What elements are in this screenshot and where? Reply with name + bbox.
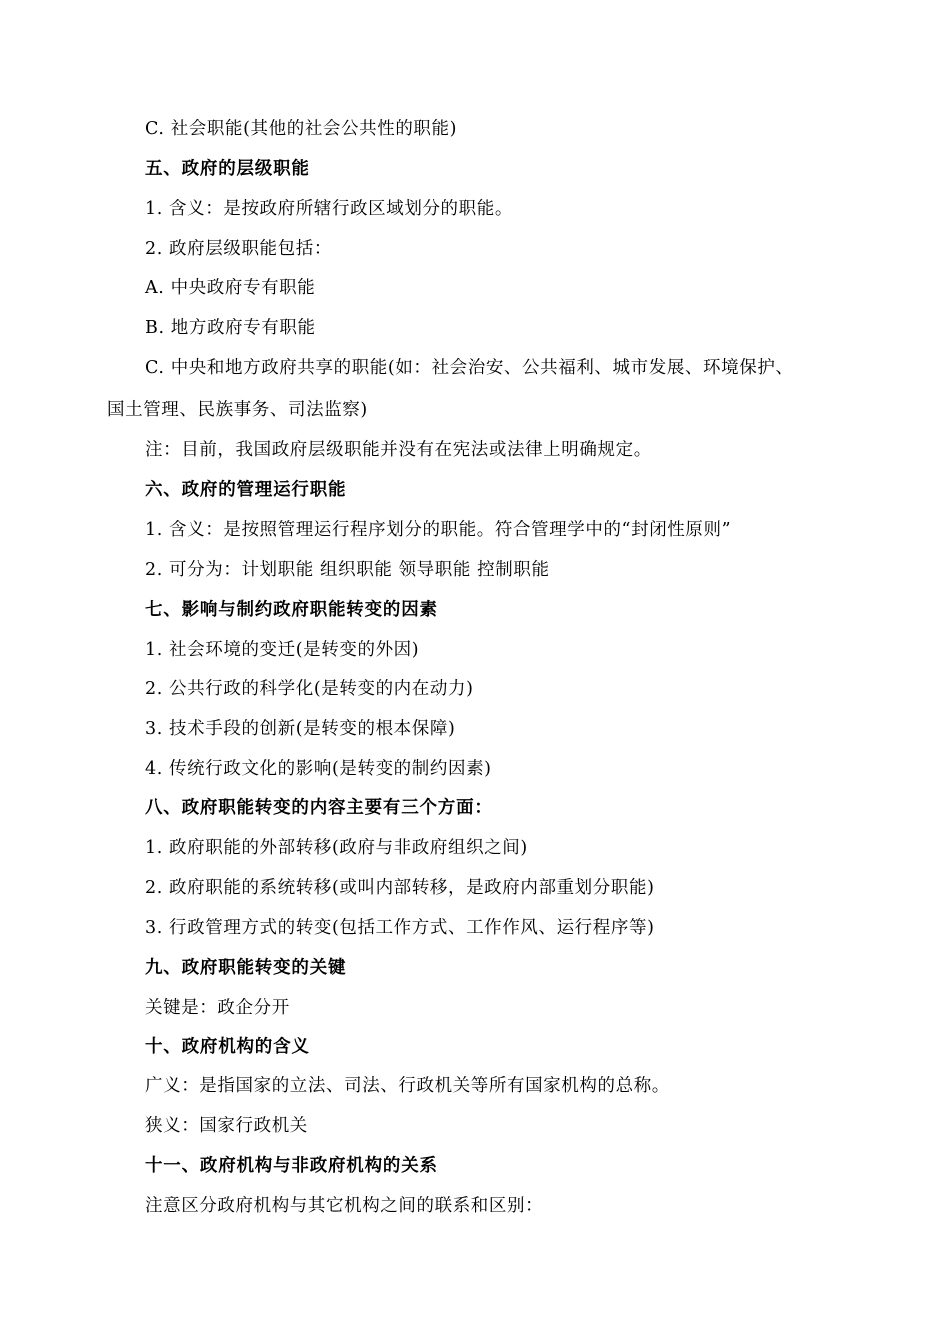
section-heading: 十一、政府机构与非政府机构的关系 [145, 1156, 438, 1176]
text-line: 注意区分政府机构与其它机构之间的联系和区别： [145, 1196, 544, 1216]
text-line: C. 中央和地方政府共享的职能(如：社会治安、公共福利、城市发展、环境保护、 [145, 358, 794, 378]
section-heading: 五、政府的层级职能 [145, 159, 310, 179]
section-heading: 九、政府职能转变的关键 [145, 958, 347, 978]
text-line: 3. 行政管理方式的转变(包括工作方式、工作作风、运行程序等) [145, 918, 655, 938]
text-line: 2. 政府层级职能包括： [145, 239, 332, 259]
text-line: 广义：是指国家的立法、司法、行政机关等所有国家机构的总称。 [145, 1076, 670, 1096]
section-heading: 六、政府的管理运行职能 [145, 480, 347, 500]
text-line: 1. 社会环境的变迁(是转变的外因) [145, 640, 420, 660]
text-line: 国土管理、民族事务、司法监察) [107, 400, 368, 420]
section-heading: 八、政府职能转变的内容主要有三个方面： [145, 798, 493, 818]
section-heading: 十、政府机构的含义 [145, 1037, 310, 1057]
text-line: 注：目前，我国政府层级职能并没有在宪法或法律上明确规定。 [145, 440, 652, 460]
text-line: 1. 含义：是按照管理运行程序划分的职能。符合管理学中的“封闭性原则” [145, 520, 732, 540]
text-line: C. 社会职能(其他的社会公共性的职能) [145, 119, 458, 139]
text-line: 1. 含义：是按政府所辖行政区域划分的职能。 [145, 199, 513, 219]
section-heading: 七、影响与制约政府职能转变的因素 [145, 600, 438, 620]
text-line: 2. 政府职能的系统转移(或叫内部转移，是政府内部重划分职能) [145, 878, 655, 898]
text-line: B. 地方政府专有职能 [145, 318, 316, 338]
text-line: 1. 政府职能的外部转移(政府与非政府组织之间) [145, 838, 528, 858]
text-line: A. 中央政府专有职能 [145, 278, 316, 298]
text-line: 关键是：政企分开 [145, 998, 290, 1018]
text-line: 狭义：国家行政机关 [145, 1116, 308, 1136]
text-line: 4. 传统行政文化的影响(是转变的制约因素) [145, 759, 492, 779]
text-line: 2. 可分为：计划职能 组织职能 领导职能 控制职能 [145, 560, 550, 580]
text-line: 2. 公共行政的科学化(是转变的内在动力) [145, 679, 474, 699]
text-line: 3. 技术手段的创新(是转变的根本保障) [145, 719, 456, 739]
